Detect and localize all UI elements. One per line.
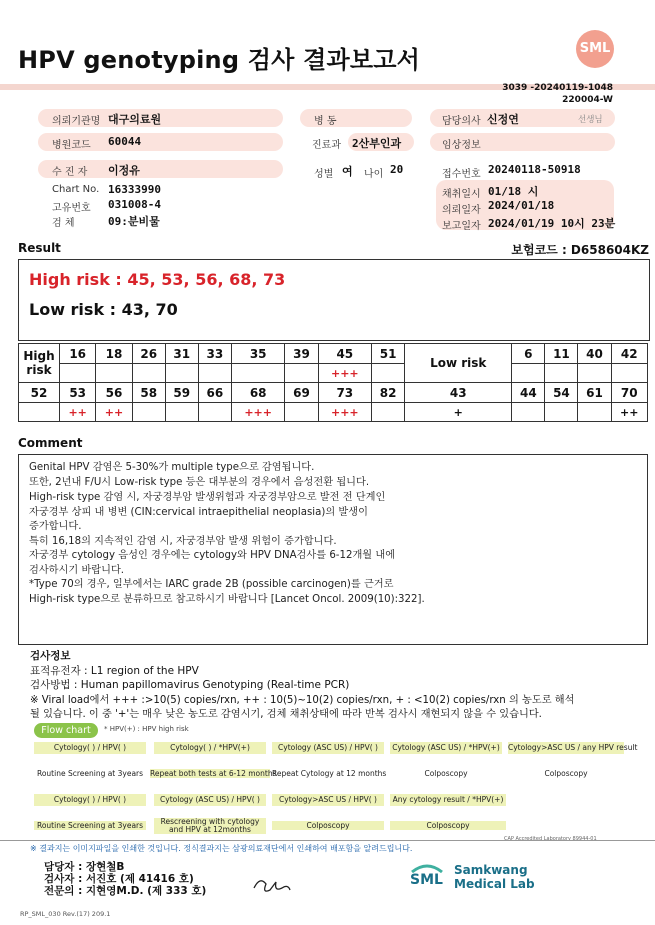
comment-line: High-risk type 감염 시, 자궁경부암 발생위험과 자궁경부암으로 발전 전 단계인	[29, 492, 386, 503]
doctor-suffix: 선생님	[578, 115, 603, 125]
flow-box: Cytology (ASC US) / HPV( )	[154, 794, 266, 806]
mark-cell: +++	[318, 364, 372, 383]
type-cell: 54	[545, 383, 578, 403]
footer-logo-mark	[408, 862, 446, 888]
type-cell: 6	[512, 344, 545, 364]
staff-1: 담당자 : 장현철B	[44, 861, 125, 873]
mark-cell	[285, 403, 318, 422]
clinical-label: 임상정보	[442, 140, 481, 151]
type-cell: 66	[198, 383, 231, 403]
flow-legend: * HPV(+) : HPV high risk	[104, 725, 189, 733]
report-code-1: 3039 -20240119-1048	[502, 83, 613, 93]
comment-heading: Comment	[18, 436, 83, 450]
table-row	[19, 344, 648, 364]
type-cell: 31	[165, 344, 198, 364]
mark-cell	[19, 403, 60, 422]
table-row	[19, 383, 648, 403]
chart-label: Chart No.	[52, 184, 100, 195]
hospital-value: 대구의료원	[108, 113, 162, 126]
flow-chart-tag: Flow chart	[34, 723, 98, 738]
flow-text: Colposcopy	[390, 821, 506, 830]
mark-cell	[285, 364, 318, 383]
request-value: 2024/01/18	[488, 199, 555, 212]
type-cell: 35	[231, 344, 285, 364]
specimen-value: 09:분비물	[108, 215, 160, 228]
type-cell: 52	[19, 383, 60, 403]
insurance-code: 보험코드 : D658604KZ	[511, 243, 649, 257]
mark-cell: ++	[96, 403, 132, 422]
notice-text: ※ 결과지는 이미지파일을 인쇄한 것입니다. 정식결과지는 삼광의료재단에서 인쇄하여 배포함을 알려드립니다.	[30, 844, 413, 853]
staff-2: 검사자 : 서진호 (제 41416 호)	[44, 873, 194, 885]
comment-box	[18, 454, 648, 645]
mark-cell	[512, 403, 545, 422]
type-cell: 58	[132, 383, 165, 403]
sex-label: 성별	[314, 169, 334, 180]
id-label: 고유번호	[52, 203, 91, 214]
flow-box: Cytology (ASC US) / HPV( )	[272, 742, 384, 754]
comment-line: Genital HPV 감염은 5-30%가 multiple type으로 감염됩니다.	[29, 462, 315, 473]
doctor-label: 담당의사	[442, 116, 481, 127]
signature-icon	[246, 874, 296, 896]
mark-cell	[96, 364, 132, 383]
specimen-label: 검 체	[52, 218, 75, 229]
staff-3: 전문의 : 지현영M.D. (제 333 호)	[44, 885, 207, 897]
comment-line: 증가합니다.	[29, 521, 82, 532]
form-code: RP_SML_030 Rev.(17) 209.1	[20, 910, 111, 918]
mark-cell	[578, 403, 611, 422]
low-risk-summary: Low risk : 43, 70	[29, 300, 178, 319]
report-value: 2024/01/19 10시 23분	[488, 217, 616, 230]
type-cell: 59	[165, 383, 198, 403]
hospital-code-label: 병원코드	[52, 140, 91, 151]
flow-text: Repeat both tests at 6-12 months	[150, 769, 277, 778]
type-cell: 73	[318, 383, 372, 403]
mark-cell	[578, 364, 611, 383]
mark-cell: +	[405, 403, 512, 422]
flow-box: Cytology( ) / *HPV(+)	[154, 742, 266, 754]
mark-cell	[198, 403, 231, 422]
table-row	[19, 403, 648, 422]
exam-info-heading: 검사정보	[30, 650, 71, 662]
exam-target: 표적유전자 : L1 region of the HPV	[30, 665, 199, 677]
type-cell: 45	[318, 344, 372, 364]
receipt-value: 20240118-50918	[488, 163, 581, 176]
type-cell: 69	[285, 383, 318, 403]
type-cell: 43	[405, 383, 512, 403]
mark-cell: +++	[318, 403, 372, 422]
flow-box: Cytology>ASC US / any HPV result	[508, 743, 638, 752]
type-cell: 11	[545, 344, 578, 364]
result-box	[18, 259, 650, 341]
examinee-label: 수 진 자	[52, 167, 88, 178]
type-cell: 39	[285, 344, 318, 364]
report-title: HPV genotyping 검사 결과보고서	[18, 46, 421, 74]
high-risk-summary: High risk : 45, 53, 56, 68, 73	[29, 270, 286, 289]
mark-cell: ++	[60, 403, 96, 422]
flow-box: Cytology (ASC US) / *HPV(+)	[390, 742, 502, 754]
result-heading: Result	[18, 241, 61, 255]
type-cell: 16	[60, 344, 96, 364]
collect-value: 01/18 시	[488, 185, 539, 198]
flow-text: Routine Screening at 3years	[36, 769, 144, 778]
flow-text: Colposcopy	[272, 821, 384, 830]
comment-line: *Type 70의 경우, 일부에서는 IARC grade 2B (possible carcinogen)를 근거로	[29, 579, 394, 590]
flow-box: Cytology( ) / HPV( )	[34, 742, 146, 754]
flow-box: Any cytology result / *HPV(+)	[390, 794, 506, 806]
chart-value: 16333990	[108, 183, 161, 196]
flow-text: Colposcopy	[544, 769, 588, 778]
flow-text: Repeat Cytology at 12 months	[272, 769, 387, 778]
type-cell: 70	[611, 383, 647, 403]
high-risk-header: High risk	[19, 344, 60, 383]
mark-cell	[165, 364, 198, 383]
type-cell: 51	[372, 344, 405, 364]
low-risk-header: Low risk	[405, 344, 512, 383]
mark-cell	[231, 364, 285, 383]
mark-cell	[60, 364, 96, 383]
comment-line: 자궁경부 cytology 음성인 경우에는 cytology와 HPV DNA검사를 6-12개월 내에	[29, 550, 396, 561]
ward-label: 병 동	[314, 116, 337, 127]
report-code-2: 220004-W	[562, 95, 613, 105]
type-cell: 26	[132, 344, 165, 364]
type-cell: 33	[198, 344, 231, 364]
table-row	[19, 364, 648, 383]
genotype-table	[18, 343, 648, 422]
id-value: 031008-4	[108, 198, 161, 211]
flow-text: Colposcopy	[424, 769, 468, 778]
receipt-label: 접수번호	[442, 169, 481, 180]
flow-box: Cytology( ) / HPV( )	[34, 794, 146, 806]
mark-cell	[372, 403, 405, 422]
type-cell: 44	[512, 383, 545, 403]
doctor-value: 신정연	[487, 113, 519, 126]
exam-method: 검사방법 : Human papillomavirus Genotyping (Real-time PCR)	[30, 679, 350, 691]
type-cell: 61	[578, 383, 611, 403]
mark-cell	[545, 403, 578, 422]
collect-label: 채취일시	[442, 189, 481, 200]
notice-divider	[0, 840, 655, 841]
type-cell: 56	[96, 383, 132, 403]
footer-logo-name-1: Samkwang	[454, 863, 528, 877]
hospital-label: 의뢰기관명	[52, 116, 101, 127]
exam-note-1: ※ Viral load에서 +++ :>10(5) copies/rxn, ++ : 10(5)~10(2) copies/rxn, + : <10(2) copies/rxn 의 농도로 해석	[30, 695, 575, 706]
type-cell: 18	[96, 344, 132, 364]
mark-cell: ++	[611, 403, 647, 422]
flow-text: Rescreening with cytology and HPV at 12months	[154, 818, 266, 834]
mark-cell	[372, 364, 405, 383]
flow-box: Cytology>ASC US / HPV( )	[272, 794, 384, 806]
comment-line: 특히 16,18의 지속적인 감염 시, 자궁경부암 발생 위험이 증가합니다.	[29, 536, 337, 547]
examinee-value: 이정유	[108, 164, 140, 177]
comment-line: 자궁경부 상피 내 병변 (CIN:cervical intraepithelial neoplasia)의 발생이	[29, 507, 368, 518]
request-label: 의뢰일자	[442, 205, 481, 216]
mark-cell	[132, 364, 165, 383]
sml-logo: SML	[576, 30, 614, 68]
department-value: 2산부인과	[352, 137, 402, 150]
footer-logo-sml: SML	[410, 872, 443, 888]
mark-cell	[512, 364, 545, 383]
mark-cell	[611, 364, 647, 383]
type-cell: 68	[231, 383, 285, 403]
comment-line: 검사하시기 바랍니다.	[29, 565, 125, 576]
comment-line: 또한, 2년내 F/U시 Low-risk type 등은 대부분의 경우에서 음성전환 됩니다.	[29, 477, 370, 488]
type-cell: 42	[611, 344, 647, 364]
mark-cell: +++	[231, 403, 285, 422]
mark-cell	[198, 364, 231, 383]
report-codes	[502, 82, 613, 106]
report-label: 보고일자	[442, 221, 481, 232]
mark-cell	[132, 403, 165, 422]
footer-logo-name-2: Medical Lab	[454, 877, 535, 891]
flow-text: Routine Screening at 3years	[34, 821, 146, 830]
type-cell: 82	[372, 383, 405, 403]
mark-cell	[545, 364, 578, 383]
sex-value: 여	[342, 165, 353, 178]
exam-note-2: 될 있습니다. 이 중 '+'는 매우 낮은 농도로 감염시기, 검체 채취상태에 따라 반복 검사시 재현되지 않을 수 있습니다.	[30, 709, 542, 720]
mark-cell	[165, 403, 198, 422]
comment-line: High-risk type으로 분류하므로 참고하시기 바랍니다 [Lancet Oncol. 2009(10):322].	[29, 594, 425, 605]
hospital-code-value: 60044	[108, 135, 142, 148]
cap-note: CAP Accredited Laboratory 89944-01	[504, 836, 597, 842]
age-label: 나이	[364, 169, 384, 180]
type-cell: 53	[60, 383, 96, 403]
age-value: 20	[390, 163, 404, 176]
type-cell: 40	[578, 344, 611, 364]
department-label: 진료과	[312, 140, 341, 151]
